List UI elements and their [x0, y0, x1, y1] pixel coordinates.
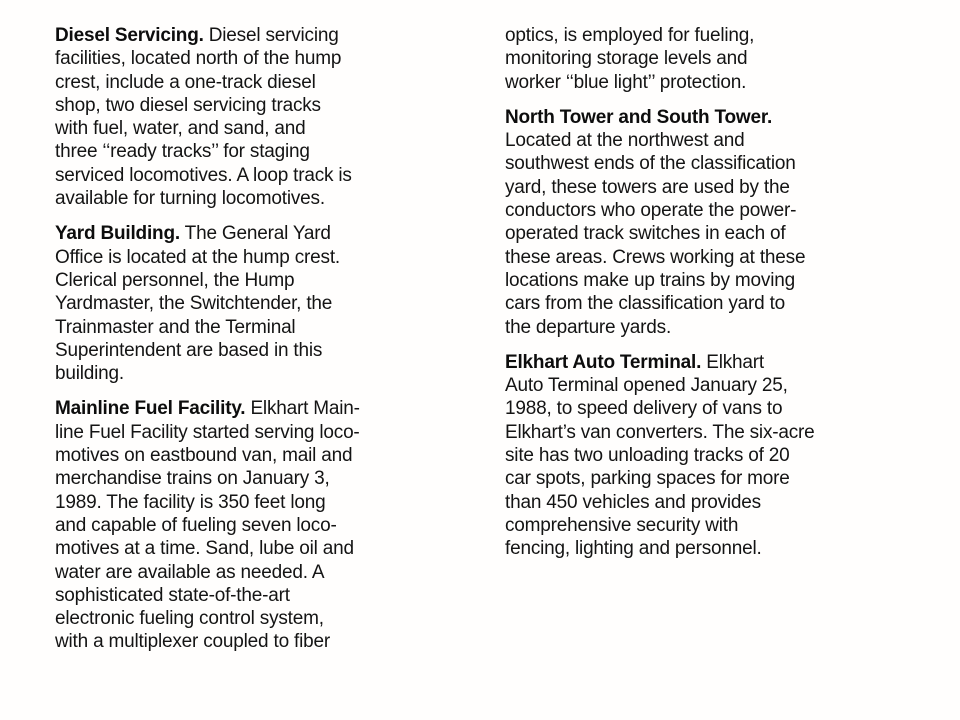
text-line: 1988, to speed delivery of vans to [505, 398, 783, 420]
text-line: southwest ends of the classification [505, 153, 796, 175]
text-line: merchandise trains on January 3, [55, 468, 330, 490]
text-line: available for turning locomotives. [55, 188, 325, 210]
text-line [55, 397, 410, 420]
text-line [55, 24, 410, 47]
text-line: site has two unloading tracks of 20 [505, 445, 790, 467]
text-line: shop, two diesel servicing tracks [55, 94, 321, 116]
text-line-content: Elkhart Main- [245, 398, 360, 420]
column-left [55, 24, 410, 666]
paragraph-lead: Elkhart Auto Terminal. [505, 351, 702, 373]
text-line: sophisticated state-of-the-art [55, 584, 290, 606]
text-line: Located at the northwest and [505, 130, 745, 152]
text-line: conductors who operate the power- [505, 200, 797, 222]
column-right [505, 24, 860, 666]
paragraph [505, 106, 860, 339]
paragraph [55, 397, 410, 653]
text-line: three ‘‘ready tracks’’ for staging [55, 141, 310, 163]
text-line: these areas. Crews working at these [505, 246, 806, 268]
text-line: motives at a time. Sand, lube oil and [55, 538, 354, 560]
text-line: with fuel, water, and sand, and [55, 118, 306, 140]
page-content [55, 24, 860, 666]
paragraph-lead: Mainline Fuel Facility. [55, 398, 246, 420]
text-line: car spots, parking spaces for more [505, 468, 790, 490]
text-line-content: Elkhart [701, 351, 765, 373]
text-line: building. [55, 363, 124, 385]
paragraph [505, 351, 860, 561]
text-line: Clerical personnel, the Hump [55, 269, 295, 291]
text-line: facilities, located north of the hump [55, 48, 342, 70]
paragraph [55, 222, 410, 385]
text-line: Superintendent are based in this [55, 339, 323, 361]
text-line: Elkhart’s van converters. The six-acre [505, 421, 815, 443]
text-line [55, 222, 410, 245]
text-line: and capable of fueling seven loco- [55, 514, 337, 536]
text-line-content: The General Yard [179, 223, 331, 245]
paragraph-lead: Diesel Servicing. [55, 25, 204, 46]
text-line: motives on eastbound van, mail and [55, 445, 353, 467]
text-line: worker ‘‘blue light’’ protection. [505, 71, 747, 93]
text-line [505, 24, 860, 47]
text-line: Auto Terminal opened January 25, [505, 375, 788, 397]
text-line [505, 106, 860, 129]
text-line: crest, include a one-track diesel [55, 71, 316, 93]
text-line: operated track switches in each of [505, 223, 786, 245]
text-line: Trainmaster and the Terminal [55, 316, 296, 338]
paragraph [55, 24, 410, 210]
paragraph-lead: North Tower and South Tower. [505, 106, 773, 128]
text-line: yard, these towers are used by the [505, 176, 790, 198]
text-line: cars from the classification yard to [505, 293, 786, 315]
text-line: line Fuel Facility started serving loco- [55, 421, 360, 443]
text-line: the departure yards. [505, 316, 672, 338]
text-line: water are available as needed. A [55, 561, 325, 583]
paragraph-lead: Yard Building. [55, 223, 180, 245]
text-line: Yardmaster, the Switchtender, the [55, 293, 333, 315]
text-line: monitoring storage levels and [505, 48, 748, 70]
text-line [505, 351, 860, 374]
text-line: 1989. The facility is 350 feet long [55, 491, 326, 513]
text-line: with a multiplexer coupled to fiber [55, 631, 330, 653]
text-line: locations make up trains by moving [505, 269, 795, 291]
text-line: fencing, lighting and personnel. [505, 538, 762, 560]
text-line: Office is located at the hump crest. [55, 246, 340, 268]
paragraph [505, 24, 860, 94]
text-line-content: Diesel servicing [203, 25, 339, 46]
text-line: than 450 vehicles and provides [505, 491, 761, 513]
text-line: serviced locomotives. A loop track is [55, 164, 352, 186]
text-line: comprehensive security with [505, 514, 739, 536]
text-line: electronic fueling control system, [55, 608, 324, 630]
text-line-content: optics, is employed for fueling, [505, 25, 755, 46]
